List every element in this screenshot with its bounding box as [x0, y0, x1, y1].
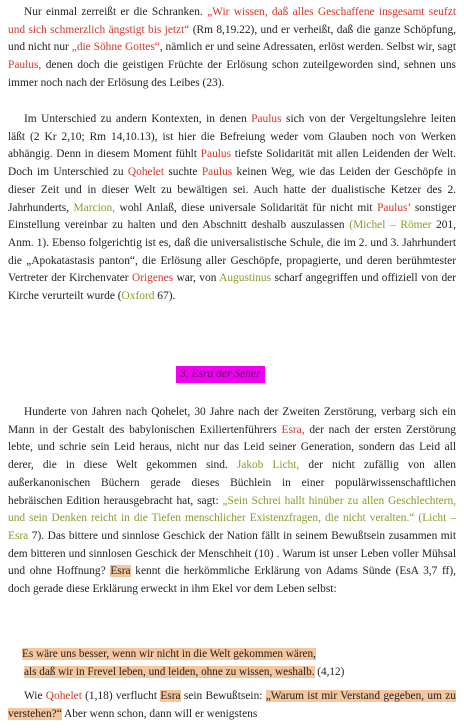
name-qohelet: Qohelet [127, 166, 164, 179]
section-heading: 3. Esra der Seher [176, 366, 265, 383]
quote-text: als daß wir in Frevel leben, und leiden, ohne zu wissen, weshalb. [24, 665, 315, 678]
citation-michel: (Michel – Römer [349, 219, 432, 232]
name-jakob-licht: Jakob Licht, [236, 459, 300, 472]
paragraph-4 [8, 688, 456, 723]
text-run: (Rm 8,19.22), und er verheißt, daß die ganze Schöpfung, und nicht nur [8, 23, 456, 54]
name-paulus: Paulus [200, 148, 232, 161]
name-marcion: Marcion, [73, 201, 115, 214]
text-run: scharf angegriffen und offiziell von der Kirche verurteilt wurde ( [8, 272, 456, 303]
text-run: denen doch die geistigen Früchte der Erlösung schon zuteilgeworden sind, sehnen uns immer noch nach der Erlösung des Leibes (23). [8, 59, 456, 89]
text-run: sonstiger Einstellung vereinbar zu halten und den Abschnitt deshalb auszulassen [8, 201, 457, 232]
name-esra: Esra, [281, 423, 305, 436]
block-quote [22, 646, 448, 681]
text-run: wohl Anlaß, diese universale Solidarität für nicht mit [114, 201, 378, 214]
text-run: Hunderte von Jahren nach Qohelet, 30 Jahre nach der Zweiten Zerstörung, verbarg sich ein Mann in der Gestalt des babylonischen Exiliertenführers [8, 406, 456, 436]
citation-oxford: Oxford [121, 290, 155, 303]
quote-reference: (4,12) [314, 665, 345, 678]
name-esra-highlight: Esra [110, 565, 131, 578]
name-paulus: Paulus, [8, 59, 42, 72]
name-augustinus: Augustinus [219, 272, 272, 285]
highlight-quote-romans: „Wir wissen, daß alles Geschaffene insgesamt seufzt und sich schmerzlich ängstigt bis jetzt“ [8, 6, 456, 36]
name-paulus: Paulus [251, 113, 282, 125]
text-run: suchte [163, 166, 202, 179]
paragraph-3 [8, 404, 456, 599]
quote-line-1 [22, 646, 448, 664]
text-run: Wie [24, 690, 46, 702]
quote-licht: „Sein Schrei hallt hinüber zu allen Geschlechtern, und sein Denken reicht in die Tiefen menschlicher Existenzfragen, die nicht veralten.“ [8, 494, 456, 525]
quote-verstand: „Warum ist mir Verstand gegeben, um zu verstehen?“ [8, 690, 456, 720]
citation-licht: (Licht – Esra [8, 512, 456, 542]
text-run: 67). [154, 290, 176, 303]
text-run: , nämlich er und seine Adressaten, erlöst werden. Selbst wir, sagt [159, 41, 456, 54]
quote-line-2 [22, 664, 448, 682]
name-esra-highlight: Esra [160, 690, 181, 702]
text-run: sich von der Vergeltungslehre leiten läßt (2 Kr 2,10; Rm 14,10.13), ist hier die Befreiung weder vom Glauben noch von Werken abhängig. Denn in diesem Moment fühlt [8, 113, 456, 161]
name-paulus: Paulus [201, 166, 233, 179]
text-run: Aber wenn schon, dann will er wenigstens [61, 707, 258, 720]
text-run: war, von [173, 272, 220, 285]
paragraph-1 [8, 4, 456, 93]
text-run: 201, Anm. 1). Ebenso folgerichtig ist es, daß die universalistische Schule, die im 2. und 3. Jahrhundert die „Apokatastasis panton“, die Erlösung aller Geschöpfe, propagierte, und deren berühmtester Vertreter der Kirchenvater [8, 219, 457, 285]
text-run: der nach der ersten Zerstörung lebte, und schrie sein Leid heraus, nicht nur das Leid seiner Generation, sondern das Leid all derer, die in diese Welt gekommen sind. [8, 423, 456, 472]
text-run: 7). Das bittere und sinnlose Geschick der Nation fällt in seinem Bewußtsein zusammen mit dem bitteren und sinnlosen Geschick der Menschheit (10) . Warum ist unser Leben voller Mühsal und ohne Hoffnung? [8, 529, 456, 578]
name-paulus: Paulus’ [377, 201, 411, 214]
highlight-soehne-gottes: „die Söhne Gottes“ [71, 41, 160, 54]
name-origenes: Origenes [131, 272, 174, 285]
text-run: (1,18) verflucht [81, 690, 161, 702]
text-run: Im Unterschied zu andern Kontexten, in denen [24, 113, 252, 125]
text-run: tiefste Solidarität mit allen Leidenden der Welt. Doch im Unterschied zu [8, 148, 456, 179]
text-run: Nur einmal zerreißt er die Schranken. [24, 6, 208, 18]
text-run: kennt die herkömmliche Erklärung von Adams Sünde (EsA 3,7 ff), doch gerade diese Erklärung erweckt in ihm Ekel vor dem Leben selbst: [8, 565, 456, 596]
text-run: der nicht zufällig von allen außerkanonischen Büchern gerade dieses Büchlein in einer populärwissenschaftlichen hebräischen Edition herausgebracht hat, sagt: [8, 459, 456, 507]
text-run: keinen Weg, wie das Leiden der Geschöpfe in dieser Zeit und in dieser Welt zu bewältigen sei. Auch hatte der dualistische Ketzer des 2. Jahrhunderts, [8, 166, 457, 214]
text-run: sein Bewußtsein: [180, 690, 266, 702]
name-qohelet: Qohelet [45, 690, 82, 702]
quote-text: Es wäre uns besser, wenn wir nicht in die Welt gekommen wären, [22, 648, 316, 660]
paragraph-2 [8, 111, 456, 306]
